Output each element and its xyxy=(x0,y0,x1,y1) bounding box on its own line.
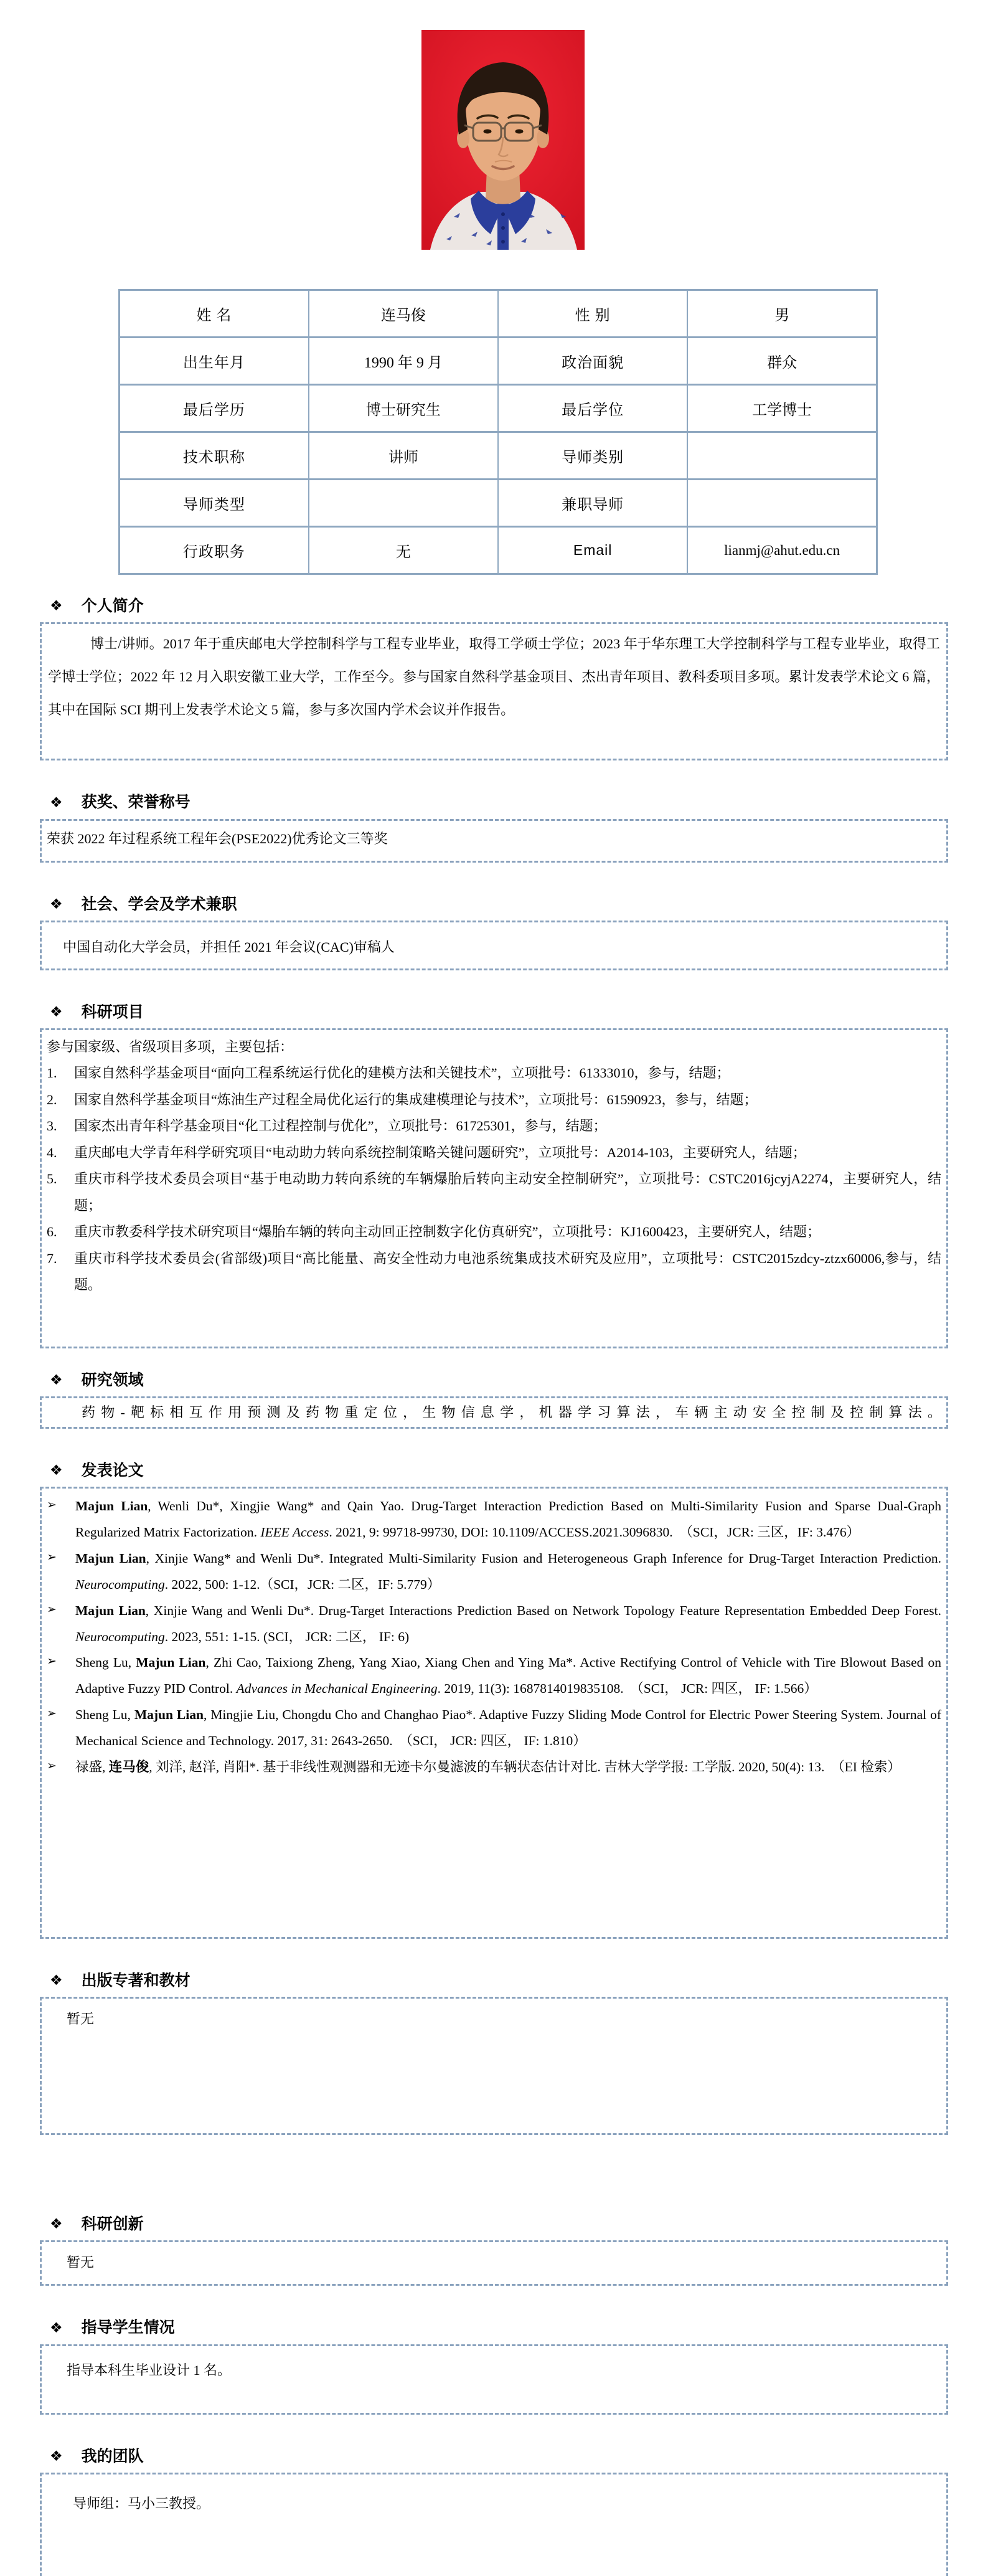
publication-text: 禄盛, 连马俊, 刘洋, 赵洋, 肖阳*. 基于非线性观测器和无迹卡尔曼滤波的车辆状态估计对比. 吉林大学学报: 工学版. 2020, 50(4): 13. （EI 检索） xyxy=(75,1759,901,1775)
project-text: 重庆市科学技术委员会(省部级)项目“高比能量、高安全性动力电池系统集成技术研究及应用”，立项批号：CSTC2015zdcy-ztzx60006,参与，结题。 xyxy=(74,1250,941,1293)
project-text: 国家自然科学基金项目“炼油生产过程全局优化运行的集成建模理论与技术”，立项批号：61590923，参与，结题； xyxy=(74,1091,758,1107)
table-row xyxy=(120,290,877,338)
section-title: 我的团队 xyxy=(81,2448,144,2465)
list-item xyxy=(47,1087,941,1113)
section-title: 指导学生情况 xyxy=(81,2319,175,2337)
memberships-text: 中国自动化大学会员，并担任 2021 年会议(CAC)审稿人 xyxy=(63,939,395,955)
email-value: lianmj@ahut.edu.cn xyxy=(687,527,877,574)
section-header-memberships xyxy=(50,895,948,914)
section-header-awards xyxy=(50,793,948,812)
table-row xyxy=(120,338,877,385)
section-title: 社会、学会及学术兼职 xyxy=(81,896,237,913)
publication-text: Sheng Lu, Majun Lian, Zhi Cao, Taixiong Zheng, Yang Xiao, Xiang Chen and Ying Ma*. Active Rectifying Control of Vehicle with Tire Blowout Based on Adaptive Fuzzy PID Control. Advances in Mechanical Engineering. 2019, 11(3): 1687814019835108. （SCI， JCR: 四区， IF: 1.566） xyxy=(75,1655,942,1697)
list-number: 1. xyxy=(47,1065,57,1081)
table-row xyxy=(120,385,877,432)
list-item xyxy=(47,1650,941,1702)
books-text: 暂无 xyxy=(67,2011,95,2027)
arrow-bullet-icon: ➢ xyxy=(47,1498,57,1512)
project-text: 国家自然科学基金项目“面向工程系统运行优化的建模方法和关键技术”，立项批号：61333010，参与，结题； xyxy=(74,1065,730,1081)
info-label-cell-email: Email xyxy=(498,527,687,574)
list-item xyxy=(47,1754,941,1781)
info-value-cell: 讲师 xyxy=(309,432,498,480)
publication-text: Majun Lian, Wenli Du*, Xingjie Wang* and Qain Yao. Drug-Target Interaction Prediction Based on Multi-Similarity Fusion and Sparse Dual-Graph Regularized Matrix Factorization. IEEE Access. 2021, 9: 99718-99730, DOI: 10.1109/ACCESS.2021.3096830. （SCI，JCR: 三区，IF: 3.476） xyxy=(75,1498,941,1540)
arrow-bullet-icon: ➢ xyxy=(47,1707,57,1721)
section-title: 研究领域 xyxy=(81,1372,144,1389)
arrow-bullet-icon: ➢ xyxy=(47,1655,57,1669)
section-header-intro xyxy=(50,597,948,616)
section-title: 出版专著和教材 xyxy=(81,1972,191,1989)
info-label-cell: 导师类型 xyxy=(120,480,309,527)
info-label-cell: 最后学历 xyxy=(120,385,309,432)
innovation-text: 暂无 xyxy=(67,2255,95,2271)
info-label-cell: 最后学位 xyxy=(498,385,687,432)
team-text: 导师组：马小三教授。 xyxy=(73,2495,210,2511)
list-item xyxy=(47,1060,941,1086)
section-title: 科研项目 xyxy=(81,1003,144,1021)
diamond-bullet-icon: ❖ xyxy=(50,896,63,912)
list-number: 6. xyxy=(47,1224,57,1240)
list-number: 7. xyxy=(47,1250,57,1266)
list-number: 4. xyxy=(47,1144,57,1160)
info-label-cell: 出生年月 xyxy=(120,338,309,385)
list-item xyxy=(47,1166,941,1219)
list-number: 3. xyxy=(47,1118,57,1134)
diamond-bullet-icon: ❖ xyxy=(50,1004,63,1020)
info-label-cell: 兼职导师 xyxy=(498,480,687,527)
publication-text: Majun Lian, Xinjie Wang and Wenli Du*. Drug-Target Interactions Prediction Based on Network Topology Feature Representation Embedded Deep Forest. Neurocomputing. 2023, 551: 1-15. (SCI， JCR: 二区， IF: 6) xyxy=(75,1603,942,1644)
table-row xyxy=(120,432,877,480)
arrow-bullet-icon: ➢ xyxy=(47,1603,57,1616)
list-item xyxy=(47,1702,941,1754)
list-number: 2. xyxy=(47,1091,57,1107)
person-portrait-illustration xyxy=(421,30,585,250)
innovation-box xyxy=(40,2240,948,2286)
books-box xyxy=(40,1997,948,2135)
section-header-team xyxy=(50,2447,948,2466)
section-header-research-areas xyxy=(50,1371,948,1390)
info-value-cell xyxy=(687,432,877,480)
info-value-cell: 工学博士 xyxy=(687,385,877,432)
team-box xyxy=(40,2473,948,2576)
research-areas-text: 药物-靶标相互作用预测及药物重定位，生物信息学，机器学习算法，车辆主动安全控制及控制算法。 xyxy=(82,1404,941,1421)
awards-box xyxy=(40,819,948,863)
table-row xyxy=(120,480,877,527)
list-item xyxy=(47,1219,941,1245)
info-value-cell xyxy=(687,480,877,527)
arrow-bullet-icon: ➢ xyxy=(47,1550,57,1564)
project-text: 国家杰出青年科学基金项目“化工过程控制与优化”，立项批号：61725301，参与，结题； xyxy=(74,1118,607,1134)
info-label-cell: 导师类别 xyxy=(498,432,687,480)
project-text: 重庆市教委科学技术研究项目“爆胎车辆的转向主动回正控制数字化仿真研究”，立项批号：KJ1600423，主要研究人，结题； xyxy=(74,1224,821,1240)
memberships-box xyxy=(40,921,948,970)
basic-info-table xyxy=(118,289,878,575)
diamond-bullet-icon: ❖ xyxy=(50,1972,63,1989)
info-value-cell: 男 xyxy=(687,290,877,338)
info-label-cell: 性 别 xyxy=(498,290,687,338)
info-value-cell: 群众 xyxy=(687,338,877,385)
intro-box xyxy=(40,622,948,760)
diamond-bullet-icon: ❖ xyxy=(50,1462,63,1478)
section-title: 个人简介 xyxy=(81,598,144,615)
info-value-cell: 博士研究生 xyxy=(309,385,498,432)
info-value-cell xyxy=(309,480,498,527)
info-label-cell: 技术职称 xyxy=(120,432,309,480)
table-row xyxy=(120,527,877,574)
diamond-bullet-icon: ❖ xyxy=(50,2216,63,2232)
section-title: 发表论文 xyxy=(81,1462,144,1479)
list-item xyxy=(47,1494,941,1546)
list-item xyxy=(47,1598,941,1650)
awards-text: 荣获 2022 年过程系统工程年会(PSE2022)优秀论文三等奖 xyxy=(47,830,388,846)
project-text: 重庆邮电大学青年科学研究项目“电动助力转向系统控制策略关键问题研究”，立项批号：A2014-103，主要研究人，结题； xyxy=(74,1144,806,1160)
diamond-bullet-icon: ❖ xyxy=(50,794,63,810)
info-value-cell: 1990 年 9 月 xyxy=(309,338,498,385)
diamond-bullet-icon: ❖ xyxy=(50,1372,63,1388)
section-title: 科研创新 xyxy=(81,2216,144,2233)
arrow-bullet-icon: ➢ xyxy=(47,1759,57,1773)
info-label-cell: 姓 名 xyxy=(120,290,309,338)
info-value-cell: 无 xyxy=(309,527,498,574)
diamond-bullet-icon: ❖ xyxy=(50,2448,63,2464)
research-areas-box xyxy=(40,1396,948,1428)
diamond-bullet-icon: ❖ xyxy=(50,2319,63,2336)
list-item xyxy=(47,1140,941,1166)
section-header-projects xyxy=(50,1003,948,1022)
diamond-bullet-icon: ❖ xyxy=(50,598,63,614)
publication-text: Majun Lian, Xinjie Wang* and Wenli Du*. Integrated Multi-Similarity Fusion and Heterogeneous Graph Inference for Drug-Target Interaction Prediction. Neurocomputing. 2022, 500: 1-12.（SCI，JCR: 二区，IF: 5.779） xyxy=(75,1550,941,1592)
projects-intro: 参与国家级、省级项目多项，主要包括： xyxy=(47,1039,294,1054)
section-header-books xyxy=(50,1971,948,1991)
project-text: 重庆市科学技术委员会项目“基于电动助力转向系统的车辆爆胎后转向主动安全控制研究”，立项批号：CSTC2016jcyjA2274，主要研究人，结题； xyxy=(74,1171,941,1213)
info-label-cell: 行政职务 xyxy=(120,527,309,574)
publications-box xyxy=(40,1487,948,1939)
publication-text: Sheng Lu, Majun Lian, Mingjie Liu, Chongdu Cho and Changhao Piao*. Adaptive Fuzzy Sliding Mode Control for Electric Power Steering System. Journal of Mechanical Science and Technology. 2017, 31: 2643-2650. （SCI， JCR: 四区， IF: 1.810） xyxy=(75,1707,941,1749)
section-header-publications xyxy=(50,1461,948,1480)
list-item xyxy=(47,1246,941,1299)
info-value-cell: 连马俊 xyxy=(309,290,498,338)
intro-text: 博士/讲师。2017 年于重庆邮电大学控制科学与工程专业毕业，取得工学硕士学位；2023 年于华东理工大学控制科学与工程专业毕业，取得工学博士学位；2022 年 12 月入职安徽工业大学，工作至今。参与国家自然科学基金项目、杰出青年项目、教科委项目多项。累计发表学术论文 6 篇，其中在国际 SCI 期刊上发表学术论文 5 篇，参与多次国内学术会议并作报告。 xyxy=(48,636,940,717)
students-box xyxy=(40,2344,948,2415)
section-title: 获奖、荣誉称号 xyxy=(81,794,191,812)
list-item xyxy=(47,1113,941,1139)
list-number: 5. xyxy=(47,1171,57,1187)
info-label-cell: 政治面貌 xyxy=(498,338,687,385)
section-header-students xyxy=(50,2318,948,2337)
list-item xyxy=(47,1546,941,1598)
students-text: 指导本科生毕业设计 1 名。 xyxy=(67,2362,232,2378)
profile-photo xyxy=(421,30,585,250)
projects-box xyxy=(40,1028,948,1348)
section-header-innovation xyxy=(50,2215,948,2234)
